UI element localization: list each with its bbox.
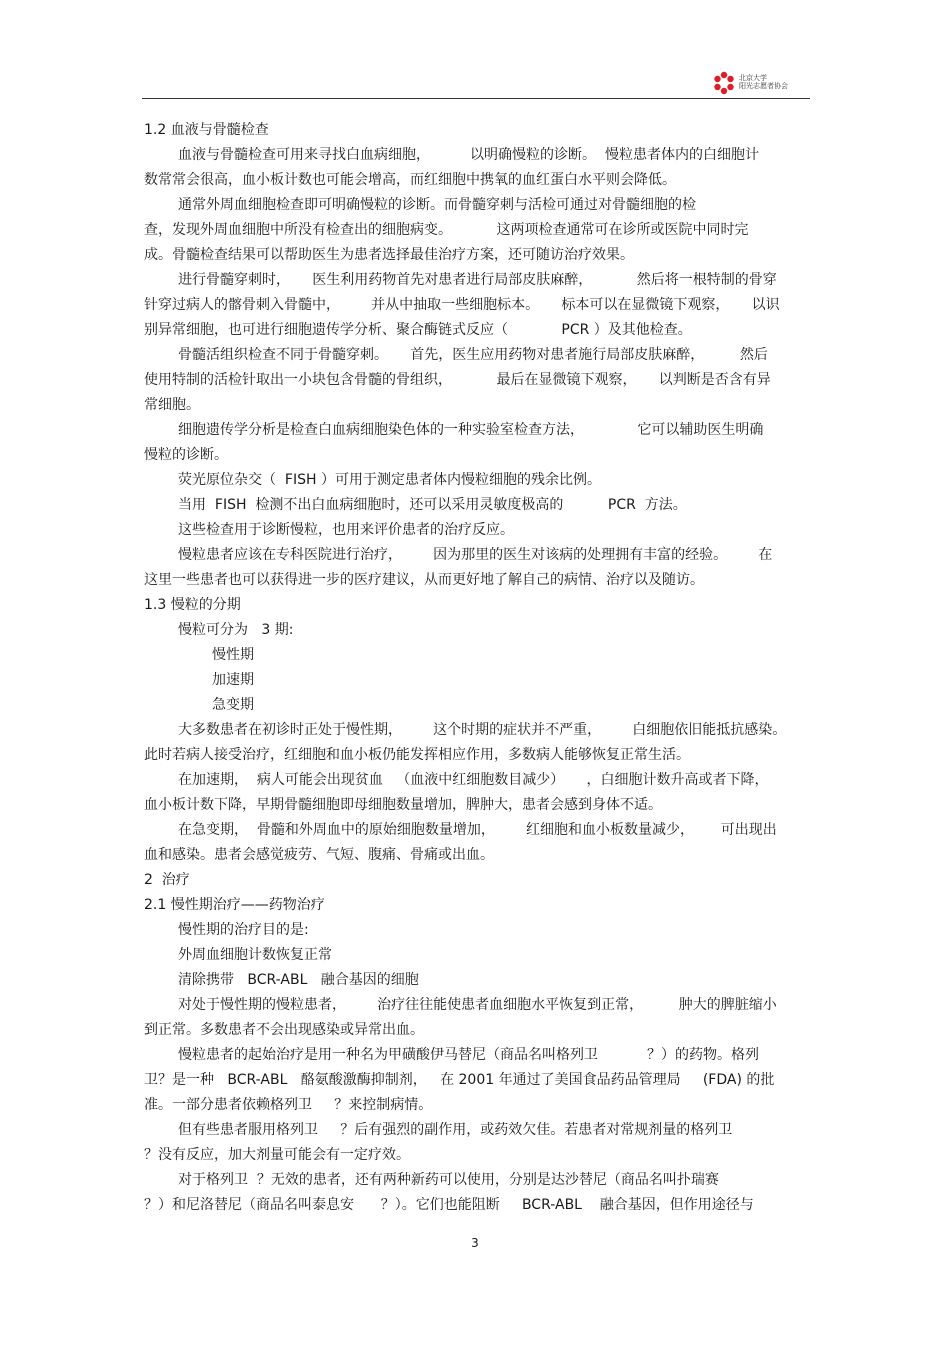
text-line: 慢粒患者的起始治疗是用一种名为甲磺酸伊马替尼（商品名叫格列卫 ？）的药物。格列 bbox=[178, 1047, 759, 1063]
logo-line-1: 北京大学 bbox=[739, 74, 767, 82]
text-line: 大多数患者在初诊时正处于慢性期， 这个时期的症状并不严重， 白细胞依旧能抵抗感染。 bbox=[178, 722, 787, 738]
text-line: 准。一部分患者依赖格列卫 ？来控制病情。 bbox=[144, 1097, 433, 1113]
logo-line-2: 阳光志愿者协会 bbox=[739, 82, 788, 90]
text-line: 细胞遗传学分析是检查白血病细胞染色体的一种实验室检查方法， 它可以辅助医生明确 bbox=[178, 422, 764, 438]
text-line: 查，发现外周血细胞中所没有检查出的细胞病变。 这两项检查通常可在诊所或医院中同时完 bbox=[144, 222, 749, 238]
text-line: 成。骨髓检查结果可以帮助医生为患者选择最佳治疗方案，还可随访治疗效果。 bbox=[144, 247, 634, 263]
text-line: 骨髓活组织检查不同于骨髓穿刺。 首先，医生应用药物对患者施行局部皮肤麻醉， 然后 bbox=[178, 347, 768, 363]
text-line: 慢性期的治疗目的是: bbox=[178, 922, 309, 938]
text-line: 1.3 慢粒的分期 bbox=[144, 597, 241, 613]
text-line: 别异常细胞，也可进行细胞遗传学分析、聚合酶链式反应（ PCR ）及其他检查。 bbox=[144, 322, 692, 338]
text-line: 但有些患者服用格列卫 ？后有强烈的副作用，或药效欠佳。若患者对常规剂量的格列卫 bbox=[178, 1122, 733, 1138]
text-line: 常细胞。 bbox=[144, 397, 200, 413]
text-line: 外周血细胞计数恢复正常 bbox=[178, 947, 332, 963]
text-line: 当用 FISH 检测不出白血病细胞时，还可以采用灵敏度极高的 PCR 方法。 bbox=[178, 497, 687, 513]
document-body bbox=[144, 118, 810, 1218]
text-line: 清除携带 BCR-ABL 融合基因的细胞 bbox=[178, 972, 419, 988]
text-line: 血和感染。患者会感觉疲劳、气短、腹痛、骨痛或出血。 bbox=[144, 847, 494, 863]
text-line: 在加速期， 病人可能会出现贫血 （血液中红细胞数目减少） ，白细胞计数升高或者下降， bbox=[178, 772, 769, 788]
text-line: 荧光原位杂交（ FISH ）可用于测定患者体内慢粒细胞的残余比例。 bbox=[178, 472, 601, 488]
text-line: 加速期 bbox=[212, 672, 254, 688]
text-line: 对处于慢性期的慢粒患者， 治疗往往能使患者血细胞水平恢复到正常， 肿大的脾脏缩小 bbox=[178, 997, 777, 1013]
text-line: 慢性期 bbox=[212, 647, 254, 663]
text-line: 血小板计数下降，早期骨髓细胞即母细胞数量增加，脾肿大，患者会感到身体不适。 bbox=[144, 797, 662, 813]
text-line: 1.2 血液与骨髓检查 bbox=[144, 122, 269, 138]
sunflower-logo-icon bbox=[712, 71, 736, 95]
page-number: 3 bbox=[471, 1236, 479, 1250]
text-line: 2.1 慢性期治疗——药物治疗 bbox=[144, 897, 325, 913]
text-line: 这里一些患者也可以获得进一步的医疗建议，从而更好地了解自己的病情、治疗以及随访。 bbox=[144, 572, 704, 588]
header-rule bbox=[142, 98, 810, 99]
text-line: 使用特制的活检针取出一小块包含骨髓的骨组织， 最后在显微镜下观察， 以判断是否含有异 bbox=[144, 372, 771, 388]
text-line: 血液与骨髓检查可用来寻找白血病细胞， 以明确慢粒的诊断。 慢粒患者体内的白细胞计 bbox=[178, 147, 759, 163]
text-line: 在急变期， 骨髓和外周血中的原始细胞数量增加， 红细胞和血小板数量减少， 可出现出 bbox=[178, 822, 777, 838]
text-line: ？）和尼洛替尼（商品名叫泰息安 ？）。它们也能阻断 BCR-ABL 融合基因，但作用途径与 bbox=[144, 1197, 754, 1213]
header-logo bbox=[712, 69, 812, 99]
text-line: 对于格列卫 ？无效的患者，还有两种新药可以使用，分别是达沙替尼（商品名叫扑瑞赛 bbox=[178, 1172, 719, 1188]
text-line: 到正常。多数患者不会出现感染或异常出血。 bbox=[144, 1022, 424, 1038]
text-line: 慢粒的诊断。 bbox=[144, 447, 228, 463]
text-line: 针穿过病人的髂骨刺入骨髓中， 并从中抽取一些细胞标本。 标本可以在显微镜下观察， 以识 bbox=[144, 297, 780, 313]
text-line: 此时若病人接受治疗，红细胞和血小板仍能发挥相应作用，多数病人能够恢复正常生活。 bbox=[144, 747, 690, 763]
text-line: 这些检查用于诊断慢粒，也用来评价患者的治疗反应。 bbox=[178, 522, 514, 538]
text-line: 慢粒患者应该在专科医院进行治疗， 因为那里的医生对该病的处理拥有丰富的经验。 在 bbox=[178, 547, 773, 563]
text-line: 通常外周血细胞检查即可明确慢粒的诊断。而骨髓穿刺与活检可通过对骨髓细胞的检 bbox=[178, 197, 696, 213]
text-line: ？没有反应，加大剂量可能会有一定疗效。 bbox=[144, 1147, 410, 1163]
text-line: 卫？是一种 BCR-ABL 酪氨酸激酶抑制剂， 在 2001 年通过了美国食品药品管理局 (FDA) 的批 bbox=[144, 1072, 775, 1088]
text-line: 慢粒可分为 3 期: bbox=[178, 622, 294, 638]
text-line: 急变期 bbox=[212, 697, 254, 713]
text-line: 数常常会很高，血小板计数也可能会增高，而红细胞中携氧的血红蛋白水平则会降低。 bbox=[144, 172, 676, 188]
logo-text bbox=[739, 74, 788, 90]
text-line: 进行骨髓穿刺时， 医生利用药物首先对患者进行局部皮肤麻醉， 然后将一根特制的骨穿 bbox=[178, 272, 777, 288]
text-line: 2 治疗 bbox=[144, 872, 190, 888]
